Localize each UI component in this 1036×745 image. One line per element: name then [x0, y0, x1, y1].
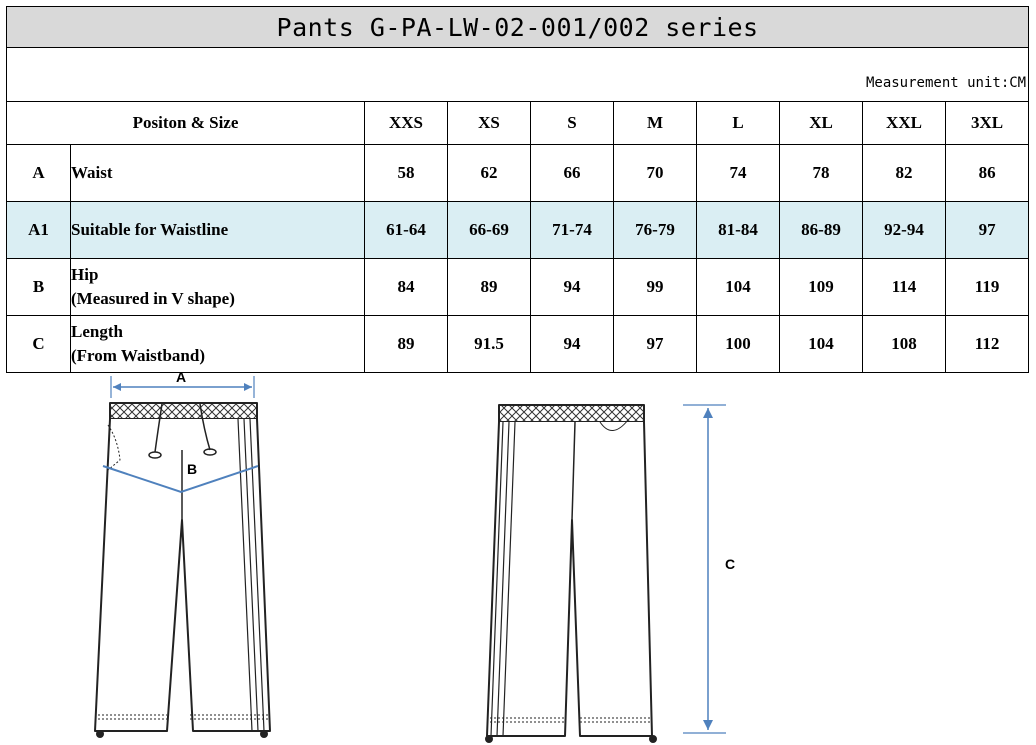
measurement-unit: Measurement unit:CM — [7, 48, 1029, 102]
size-header: XL — [780, 102, 863, 145]
table-cell: 99 — [614, 259, 697, 316]
back-waistband — [499, 405, 644, 422]
table-cell: 84 — [365, 259, 448, 316]
table-cell: 76-79 — [614, 202, 697, 259]
table-cell: 71-74 — [531, 202, 614, 259]
table-row-waist — [7, 145, 1029, 202]
table-cell: 78 — [780, 145, 863, 202]
size-header: M — [614, 102, 697, 145]
table-cell: 100 — [697, 316, 780, 373]
size-header: XS — [448, 102, 531, 145]
row-label: Hip — [71, 265, 99, 284]
table-cell: 74 — [697, 145, 780, 202]
dimension-a — [111, 369, 254, 398]
size-header: S — [531, 102, 614, 145]
row-description — [71, 259, 365, 316]
row-code: A1 — [7, 202, 71, 259]
size-header: XXS — [365, 102, 448, 145]
row-description — [71, 145, 365, 202]
back-outline — [487, 422, 652, 736]
table-cell: 70 — [614, 145, 697, 202]
size-header: 3XL — [946, 102, 1029, 145]
label-b: B — [186, 461, 198, 477]
table-cell: 86-89 — [780, 202, 863, 259]
label-c: C — [724, 556, 736, 572]
size-chart-table — [6, 6, 1029, 373]
table-cell: 86 — [946, 145, 1029, 202]
position-size-header: Positon & Size — [7, 102, 365, 145]
table-row-hip — [7, 259, 1029, 316]
row-sublabel: (Measured in V shape) — [71, 289, 235, 308]
table-cell: 108 — [863, 316, 946, 373]
table-cell: 104 — [780, 316, 863, 373]
table-cell: 66 — [531, 145, 614, 202]
dimension-c — [683, 405, 735, 733]
table-cell: 97 — [946, 202, 1029, 259]
chart-title: Pants G-PA-LW-02-001/002 series — [7, 7, 1029, 48]
table-cell: 89 — [448, 259, 531, 316]
table-cell: 82 — [863, 145, 946, 202]
measurement-diagram — [0, 368, 1036, 745]
table-cell: 114 — [863, 259, 946, 316]
table-cell: 92-94 — [863, 202, 946, 259]
row-sublabel: (From Waistband) — [71, 346, 205, 365]
table-cell: 89 — [365, 316, 448, 373]
table-cell: 94 — [531, 259, 614, 316]
row-description — [71, 316, 365, 373]
size-header: L — [697, 102, 780, 145]
table-cell: 91.5 — [448, 316, 531, 373]
table-cell: 94 — [531, 316, 614, 373]
pants-front-drawing — [95, 403, 270, 737]
table-cell: 81-84 — [697, 202, 780, 259]
row-label: Length — [71, 322, 123, 341]
label-a: A — [175, 369, 187, 385]
row-description — [71, 202, 365, 259]
table-row-waistline — [7, 202, 1029, 259]
table-row-length — [7, 316, 1029, 373]
row-label: Waist — [71, 163, 113, 182]
row-code: A — [7, 145, 71, 202]
table-cell: 61-64 — [365, 202, 448, 259]
table-cell: 112 — [946, 316, 1029, 373]
row-code: C — [7, 316, 71, 373]
table-cell: 119 — [946, 259, 1029, 316]
pants-back-drawing — [486, 405, 656, 742]
table-cell: 58 — [365, 145, 448, 202]
header-row — [7, 102, 1029, 145]
table-cell: 62 — [448, 145, 531, 202]
row-label: Suitable for Waistline — [71, 220, 229, 239]
table-cell: 97 — [614, 316, 697, 373]
table-cell: 109 — [780, 259, 863, 316]
front-waistband — [110, 403, 257, 419]
table-cell: 104 — [697, 259, 780, 316]
size-header: XXL — [863, 102, 946, 145]
table-cell: 66-69 — [448, 202, 531, 259]
row-code: B — [7, 259, 71, 316]
